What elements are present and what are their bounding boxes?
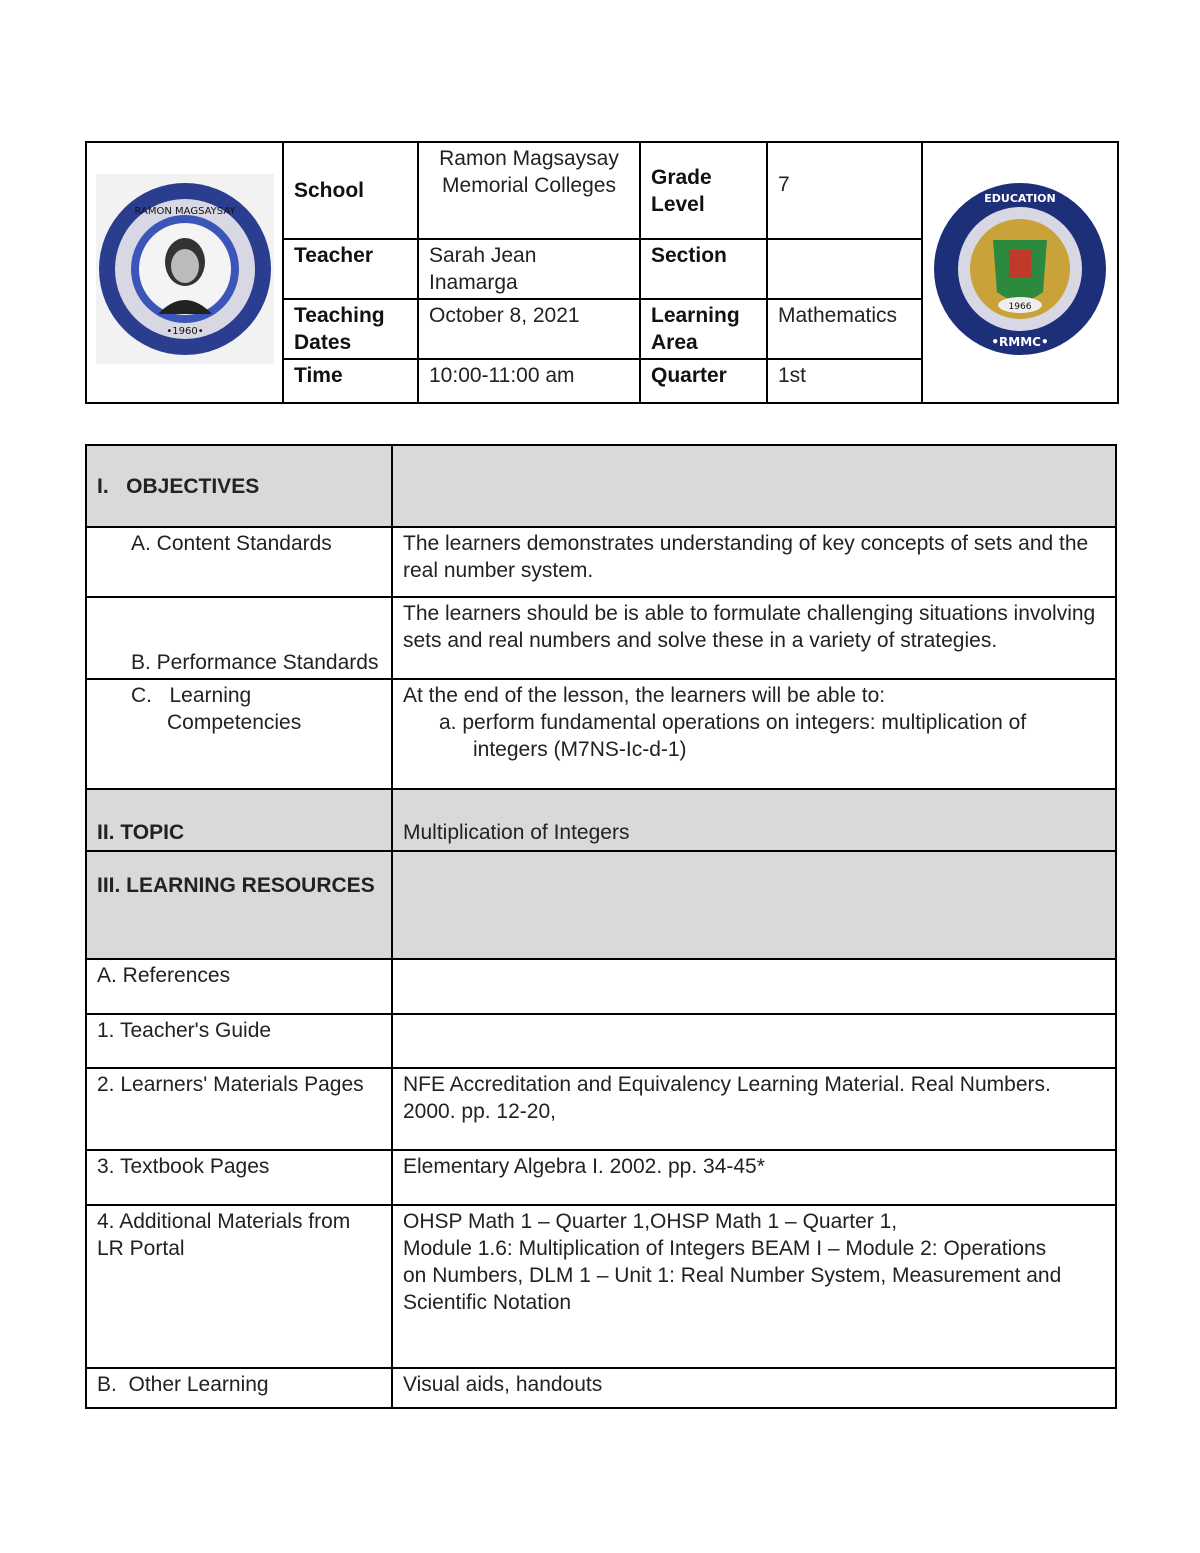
teaching-dates-value: October 8, 2021: [418, 299, 640, 359]
learning-competencies-label: C. Learning Competencies: [86, 679, 392, 789]
learning-resources-heading: III. LEARNING RESOURCES: [86, 851, 392, 959]
learning-competencies-value: [392, 679, 1116, 789]
additional-materials-line: on Numbers, DLM 1 – Unit 1: Real Number System, Measurement and: [403, 1264, 1062, 1287]
content-standards-label: A. Content Standards: [86, 527, 392, 597]
content-standards-value: The learners demonstrates understanding of key concepts of sets and the real number system.: [392, 527, 1116, 597]
section-value: [767, 239, 922, 299]
svg-text:•1960•: •1960•: [165, 326, 204, 337]
other-learning-value: Visual aids, handouts: [392, 1368, 1116, 1408]
grade-label: Grade Level: [640, 142, 767, 239]
time-value: 10:00-11:00 am: [418, 359, 640, 403]
teacher-education-program-seal-icon: [931, 180, 1109, 358]
program-logo-cell: [922, 142, 1118, 403]
lesson-plan-table: [85, 444, 1117, 1409]
topic-value: Multiplication of Integers: [392, 789, 1116, 851]
section-label: Section: [640, 239, 767, 299]
other-learning-label: B. Other Learning: [86, 1368, 392, 1408]
textbook-pages-label: 3. Textbook Pages: [86, 1150, 392, 1205]
rmmc-seal-icon: [96, 174, 274, 364]
objectives-heading: I. OBJECTIVES: [86, 445, 392, 527]
quarter-value: 1st: [767, 359, 922, 403]
svg-text:1966: 1966: [1008, 302, 1032, 312]
textbook-pages-value: Elementary Algebra I. 2002. pp. 34-45*: [392, 1150, 1116, 1205]
learning-area-value: Mathematics: [767, 299, 922, 359]
grade-value: 7: [767, 142, 922, 239]
objectives-empty-cell: [392, 445, 1116, 527]
learning-resources-empty-cell: [392, 851, 1116, 959]
teaching-dates-label: Teaching Dates: [283, 299, 418, 359]
performance-standards-value: The learners should be is able to formulate challenging situations involving sets and real numbers and solve these in a variety of strategies.: [392, 597, 1116, 679]
school-label: School: [283, 142, 418, 239]
learners-materials-label: 2. Learners' Materials Pages: [86, 1068, 392, 1150]
additional-materials-line: OHSP Math 1 – Quarter 1,OHSP Math 1 – Quarter 1,: [403, 1210, 898, 1233]
competencies-intro: At the end of the lesson, the learners will be able to:: [403, 684, 886, 707]
time-label: Time: [283, 359, 418, 403]
teacher-value: Sarah Jean Inamarga: [418, 239, 640, 299]
lesson-header-table: [85, 141, 1119, 404]
learners-materials-value: NFE Accreditation and Equivalency Learning Material. Real Numbers. 2000. pp. 12-20,: [392, 1068, 1116, 1150]
svg-text:EDUCATION: EDUCATION: [984, 192, 1056, 205]
learning-area-label: Learning Area: [640, 299, 767, 359]
additional-materials-line: Scientific Notation: [403, 1291, 572, 1314]
quarter-label: Quarter: [640, 359, 767, 403]
topic-heading: II. TOPIC: [86, 789, 392, 851]
references-empty-cell: [392, 959, 1116, 1014]
teachers-guide-empty-cell: [392, 1014, 1116, 1068]
competencies-item: a. perform fundamental operations on integers: multiplication of integers (M7NS-Ic-d-1): [439, 711, 1027, 761]
svg-text:•RMMC•: •RMMC•: [991, 335, 1049, 349]
school-value: Ramon Magsaysay Memorial Colleges: [418, 142, 640, 239]
references-label: A. References: [86, 959, 392, 1014]
additional-materials-line: Module 1.6: Multiplication of Integers BEAM I – Module 2: Operations: [403, 1237, 1047, 1260]
teacher-label: Teacher: [283, 239, 418, 299]
teachers-guide-label: 1. Teacher's Guide: [86, 1014, 392, 1068]
additional-materials-value: [392, 1205, 1116, 1368]
left-logo-text: RAMON MAGSAYSAY: [134, 206, 235, 217]
additional-materials-label: 4. Additional Materials from LR Portal: [86, 1205, 392, 1368]
performance-standards-label: B. Performance Standards: [86, 597, 392, 679]
school-logo-cell: [86, 142, 283, 403]
